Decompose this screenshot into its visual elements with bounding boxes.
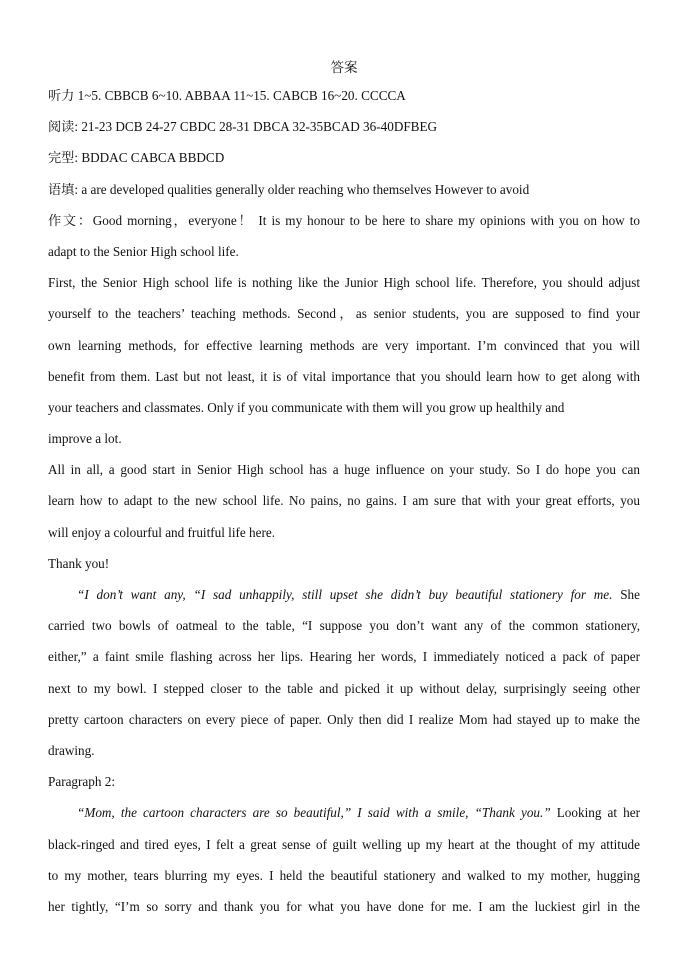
continuation-line: “Mom, the cartoon characters are so beautiful,” I said with a smile, “Thank you.” Looking at her — [77, 805, 640, 820]
answers-grammar: 语填: a are developed qualities generally older reaching who themselves However to avoid — [48, 182, 530, 197]
page-title: 答案 — [330, 60, 358, 75]
essay-line: your teachers and classmates. Only if you communicate with them will you grow up healthily and — [48, 400, 565, 415]
essay-line: will enjoy a colourful and fruitful life here. — [48, 525, 276, 540]
continuation-line: “I don’t want any, “I sad unhappily, still upset she didn’t buy beautiful stationery for me. She — [77, 587, 641, 602]
essay-line: First, the Senior High school life is nothing like the Junior High school life. Therefore, you should adjust — [48, 275, 640, 290]
essay-line: learn how to adapt to the new school life. No pains, no gains. I am sure that with your great efforts, you — [48, 493, 640, 508]
continuation-line: either,” a faint smile flashing across her lips. Hearing her words, I immediately noticed a pack of paper — [48, 649, 640, 664]
answers-reading: 阅读: 21-23 DCB 24-27 CBDC 28-31 DBCA 32-35BCAD 36-40DFBEG — [48, 119, 438, 134]
quote-italic: “I don’t want any, “I sad unhappily, still upset she didn’t buy beautiful stationery for me. — [77, 587, 613, 602]
essay-closing: Thank you! — [48, 556, 110, 571]
essay-line: 作文：Good morning，everyone！ It is my honour to be here to share my opinions with you on how to — [48, 213, 640, 228]
continuation-line: drawing. — [48, 743, 95, 758]
essay-line: All in all, a good start in Senior High school has a huge influence on your study. So I do hope you can — [48, 462, 640, 477]
essay-line: yourself to the teachers’ teaching methods. Second，as senior students, you are supposed to find your — [48, 306, 640, 321]
continuation-line: next to my bowl. I stepped closer to the table and picked it up without delay, surprisingly seeing other — [48, 681, 640, 696]
continuation-line: to my mother, tears blurring my eyes. I held the beautiful stationery and walked to my mother, hugging — [48, 868, 640, 883]
continuation-line: carried two bowls of oatmeal to the table, “I suppose you don’t want any of the common stationery, — [48, 618, 640, 633]
answers-cloze: 完型: BDDAC CABCA BBDCD — [48, 150, 225, 165]
continuation-line: her tightly, “I’m so sorry and thank you for what you have done for me. I am the luckiest girl in the — [48, 899, 640, 914]
quote-italic: “Mom, the cartoon characters are so beautiful,” I said with a smile, “Thank you.” — [77, 805, 551, 820]
essay-line: benefit from them. Last but not least, it is of vital importance that you should learn how to get along with — [48, 369, 640, 384]
continuation-line: pretty cartoon characters on every piece of paper. Only then did I realize Mom had stayed up to make the — [48, 712, 640, 727]
essay-line: adapt to the Senior High school life. — [48, 244, 239, 259]
essay-line: improve a lot. — [48, 431, 122, 446]
essay-line: own learning methods, for effective learning methods are very important. I’m convinced that you will — [48, 338, 640, 353]
answers-listening: 听力 1~5. CBBCB 6~10. ABBAA 11~15. CABCB 16~20. CCCCA — [48, 88, 406, 103]
paragraph-label: Paragraph 2: — [48, 774, 116, 789]
continuation-line: black-ringed and tired eyes, I felt a great sense of guilt welling up my heart at the thought of my attitude — [48, 837, 640, 852]
